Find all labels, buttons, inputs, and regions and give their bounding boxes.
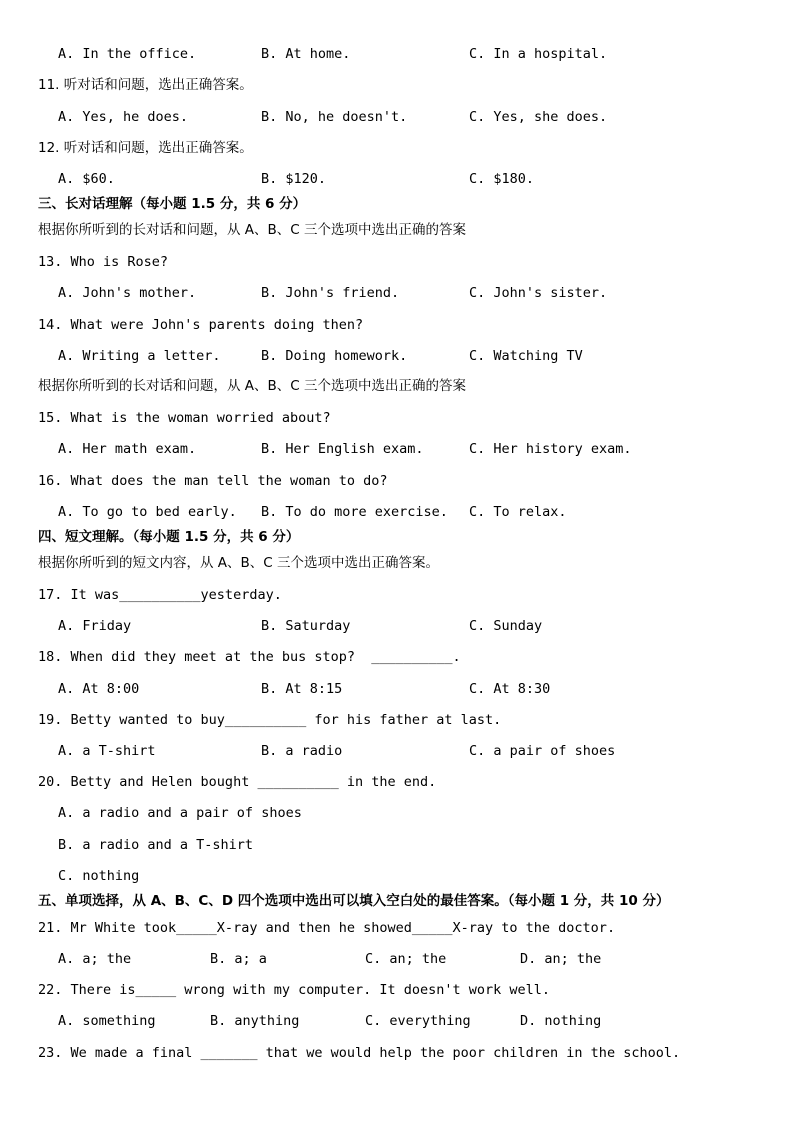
answer-option-b: B. a radio bbox=[261, 743, 343, 759]
question-stem: 13. Who is Rose? bbox=[38, 254, 169, 270]
question-stem: 14. What were John's parents doing then? bbox=[38, 317, 364, 333]
answer-option-c: C. To relax. bbox=[469, 504, 567, 520]
question-stem: 12. 听对话和问题，选出正确答案。 bbox=[38, 140, 253, 156]
section-instruction: 根据你所听到的短文内容，从 A、B、C 三个选项中选出正确答案。 bbox=[38, 555, 440, 571]
section-heading: 四、短文理解。（每小题 1.5 分，共 6 分） bbox=[38, 529, 300, 545]
answer-option-a: A. a; the bbox=[58, 951, 132, 967]
question-stem: 23. We made a final _______ that we would help the poor children in the school. bbox=[38, 1045, 681, 1061]
answer-option-a: A. something bbox=[58, 1013, 156, 1029]
answer-option-a: A. Writing a letter. bbox=[58, 348, 221, 364]
answer-option-a: A. In the office. bbox=[58, 46, 197, 62]
answer-option-b: B. Her English exam. bbox=[261, 441, 424, 457]
answer-option-c: C. an; the bbox=[365, 951, 447, 967]
answer-option-b: B. Saturday bbox=[261, 618, 351, 634]
question-stem: 22. There is_____ wrong with my computer. It doesn't work well. bbox=[38, 982, 551, 998]
answer-option-b: B. At 8:15 bbox=[261, 681, 343, 697]
question-stem: 19. Betty wanted to buy__________ for his father at last. bbox=[38, 712, 502, 728]
question-stem: 11. 听对话和问题，选出正确答案。 bbox=[38, 77, 253, 93]
answer-option-b: B. a; a bbox=[210, 951, 267, 967]
question-stem: 17. It was__________yesterday. bbox=[38, 587, 282, 603]
answer-option-a: A. John's mother. bbox=[58, 285, 197, 301]
answer-option-a: A. $60. bbox=[58, 171, 115, 187]
answer-option-b: B. No, he doesn't. bbox=[261, 109, 408, 125]
question-stem: 20. Betty and Helen bought __________ in the end. bbox=[38, 774, 437, 790]
question-stem: 16. What does the man tell the woman to do? bbox=[38, 473, 388, 489]
answer-option: C. nothing bbox=[58, 868, 140, 884]
section-heading: 三、长对话理解（每小题 1.5 分，共 6 分） bbox=[38, 196, 307, 212]
answer-option-b: B. $120. bbox=[261, 171, 327, 187]
answer-option-c: C. John's sister. bbox=[469, 285, 608, 301]
answer-option-b: B. To do more exercise. bbox=[261, 504, 448, 520]
answer-option-c: C. Yes, she does. bbox=[469, 109, 608, 125]
answer-option: A. a radio and a pair of shoes bbox=[58, 805, 302, 821]
section-heading: 五、单项选择，从 A、B、C、D 四个选项中选出可以填入空白处的最佳答案。（每小题 1 分，共 10 分） bbox=[38, 893, 670, 909]
answer-option-c: C. In a hospital. bbox=[469, 46, 608, 62]
answer-option-b: B. Doing homework. bbox=[261, 348, 408, 364]
answer-option-a: A. Friday bbox=[58, 618, 132, 634]
answer-option: B. a radio and a T-shirt bbox=[58, 837, 254, 853]
answer-option-d: D. an; the bbox=[520, 951, 602, 967]
answer-option-c: C. a pair of shoes bbox=[469, 743, 616, 759]
answer-option-a: A. To go to bed early. bbox=[58, 504, 237, 520]
answer-option-c: C. At 8:30 bbox=[469, 681, 551, 697]
question-stem: 18. When did they meet at the bus stop? __________. bbox=[38, 649, 461, 665]
section-instruction: 根据你所听到的长对话和问题，从 A、B、C 三个选项中选出正确的答案 bbox=[38, 378, 467, 394]
answer-option-c: C. Her history exam. bbox=[469, 441, 632, 457]
answer-option-b: B. John's friend. bbox=[261, 285, 400, 301]
answer-option-a: A. Yes, he does. bbox=[58, 109, 189, 125]
answer-option-a: A. At 8:00 bbox=[58, 681, 140, 697]
answer-option-b: B. anything bbox=[210, 1013, 300, 1029]
question-stem: 15. What is the woman worried about? bbox=[38, 410, 331, 426]
answer-option-b: B. At home. bbox=[261, 46, 351, 62]
answer-option-c: C. everything bbox=[365, 1013, 471, 1029]
answer-option-a: A. Her math exam. bbox=[58, 441, 197, 457]
question-stem: 21. Mr White took_____X-ray and then he showed_____X-ray to the doctor. bbox=[38, 920, 616, 936]
answer-option-c: C. $180. bbox=[469, 171, 535, 187]
answer-option-c: C. Watching TV bbox=[469, 348, 583, 364]
answer-option-a: A. a T-shirt bbox=[58, 743, 156, 759]
answer-option-d: D. nothing bbox=[520, 1013, 602, 1029]
section-instruction: 根据你所听到的长对话和问题，从 A、B、C 三个选项中选出正确的答案 bbox=[38, 222, 467, 238]
answer-option-c: C. Sunday bbox=[469, 618, 543, 634]
